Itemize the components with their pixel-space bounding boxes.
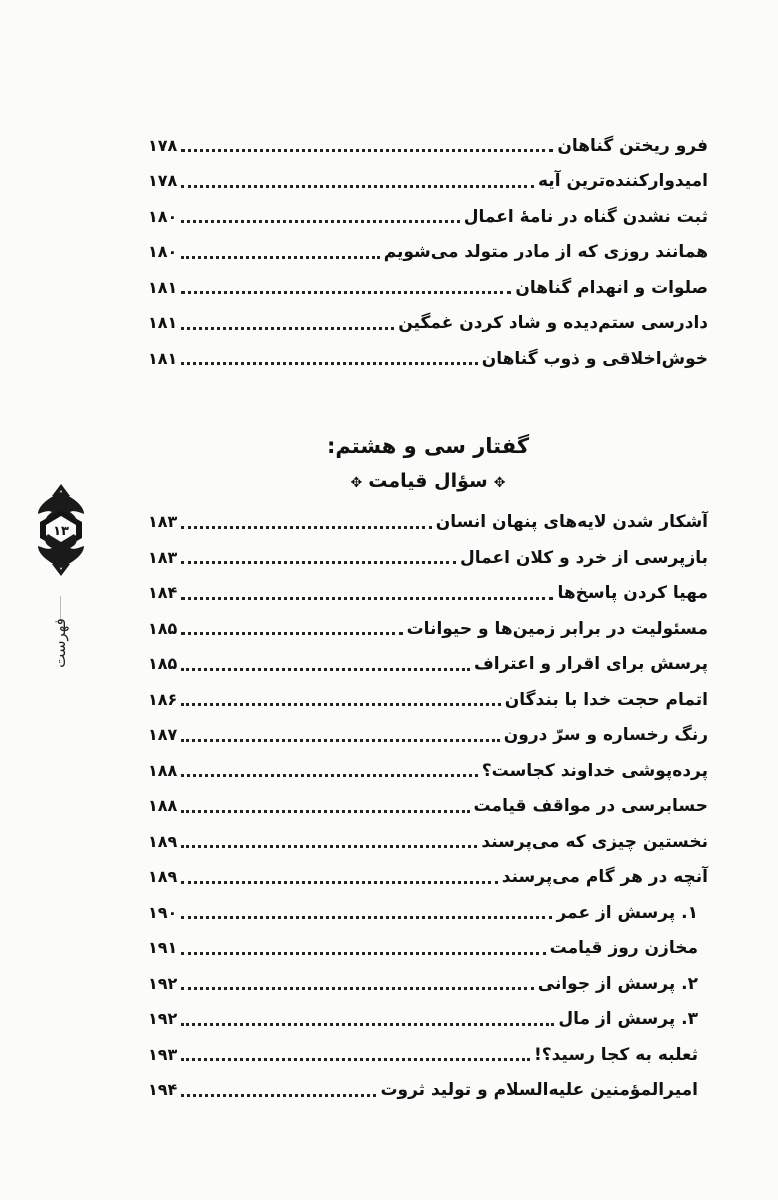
toc-entry-title: ثعلبه به کجا رسید؟!	[533, 1044, 698, 1065]
dot-leader	[181, 942, 545, 955]
toc-entry-page: ۱۹۲	[148, 1009, 178, 1029]
toc-entry-title: مسئولیت در برابر زمین‌ها و حیوانات	[406, 618, 708, 639]
toc-entry-title: مخازن روز قیامت	[549, 938, 698, 959]
toc-entry[interactable]	[148, 718, 708, 754]
dot-leader	[181, 210, 459, 223]
toc-entry-title: ۱. پرسش از عمر	[556, 902, 698, 923]
dot-leader	[181, 1013, 554, 1026]
dot-leader	[181, 729, 499, 742]
toc-entry-title: ثبت نشدن گناه در نامهٔ اعمال	[463, 206, 708, 227]
toc-entry[interactable]	[148, 199, 708, 235]
toc-entry-title: امیرالمؤمنین علیه‌السلام و تولید ثروت	[380, 1080, 698, 1101]
toc-entry[interactable]	[148, 682, 708, 718]
toc-entry[interactable]	[148, 611, 708, 647]
toc-entry[interactable]	[148, 860, 708, 896]
toc-entry-title: امیدوارکننده‌ترین آیه	[538, 171, 708, 192]
dot-leader	[181, 693, 500, 706]
dot-leader	[181, 871, 497, 884]
toc-entry-page: ۱۸۱	[148, 313, 178, 333]
toc-entry[interactable]	[148, 824, 708, 860]
toc-entry[interactable]	[148, 164, 708, 200]
toc-entry-page: ۱۸۸	[148, 760, 178, 780]
toc-entry-title: ۳. پرسش از مال	[558, 1009, 698, 1030]
toc-entry-title: اتمام حجت خدا با بندگان	[504, 689, 708, 710]
toc-entry-title: حسابرسی در مواقف قیامت	[473, 796, 708, 817]
toc-entry[interactable]	[148, 235, 708, 271]
toc-entry-title: فرو ریختن گناهان	[557, 135, 708, 156]
chapter-title: گفتار سی و هشتم:	[326, 433, 530, 458]
dot-leader	[181, 1048, 530, 1061]
ornament-left-icon: ✥	[350, 474, 363, 491]
dot-leader	[181, 551, 456, 564]
toc-entry-title: همانند روزی که از مادر متولد می‌شویم	[383, 242, 708, 263]
toc-entry-title: ۲. پرسش از جوانی	[537, 973, 698, 994]
toc-entry[interactable]	[148, 270, 708, 306]
toc-entry[interactable]	[148, 505, 708, 541]
dot-leader	[181, 800, 469, 813]
toc-entry-page: ۱۹۳	[148, 1044, 178, 1064]
toc-entry-title: دادرسی ستم‌دیده و شاد کردن غمگین	[398, 313, 708, 334]
toc-entry-page: ۱۹۴	[148, 1080, 178, 1100]
toc-chapter-section	[148, 505, 708, 1109]
toc-top-section	[148, 128, 708, 377]
toc-entry-page: ۱۹۱	[148, 938, 178, 958]
toc-entry-page: ۱۸۰	[148, 206, 178, 226]
toc-entry[interactable]	[148, 128, 708, 164]
toc-entry[interactable]	[148, 647, 708, 683]
toc-entry[interactable]	[148, 540, 708, 576]
dot-leader	[181, 281, 511, 294]
toc-entry-page: ۱۸۸	[148, 796, 178, 816]
toc-entry-page: ۱۸۹	[148, 867, 178, 887]
toc-entry-page: ۱۸۵	[148, 654, 178, 674]
dot-leader	[181, 139, 553, 152]
table-of-contents	[148, 128, 708, 1108]
toc-entry-page: ۱۷۸	[148, 171, 178, 191]
toc-entry[interactable]	[148, 931, 708, 967]
toc-entry[interactable]	[148, 753, 708, 789]
toc-entry-page: ۱۸۶	[148, 689, 178, 709]
toc-entry-title: پرده‌پوشی خداوند کجاست؟	[481, 760, 708, 781]
dot-leader	[181, 246, 379, 259]
ornament-emblem-icon	[34, 482, 88, 578]
toc-entry-page: ۱۹۰	[148, 902, 178, 922]
toc-entry-title: بازپرسی از خرد و کلان اعمال	[459, 547, 708, 568]
toc-entry-title: آشکار شدن لایه‌های پنهان انسان	[435, 512, 708, 533]
toc-entry[interactable]	[148, 1073, 708, 1109]
toc-entry-title: آنچه در هر گام می‌پرسند	[501, 867, 708, 888]
toc-entry-page: ۱۸۵	[148, 618, 178, 638]
toc-entry[interactable]	[148, 895, 708, 931]
toc-entry-page: ۱۸۷	[148, 725, 178, 745]
toc-entry-title: نخستین چیزی که می‌پرسند	[481, 831, 708, 852]
dot-leader	[181, 175, 534, 188]
dot-leader	[181, 906, 552, 919]
toc-entry-page: ۱۸۳	[148, 547, 178, 567]
toc-entry[interactable]	[148, 341, 708, 377]
dot-leader	[181, 764, 477, 777]
dot-leader	[181, 622, 402, 635]
toc-entry-title: پرسش برای اقرار و اعتراف	[474, 654, 708, 675]
toc-entry-title: مهیا کردن پاسخ‌ها	[557, 583, 708, 604]
dot-leader	[181, 1084, 376, 1097]
toc-entry-page: ۱۸۹	[148, 831, 178, 851]
ornament-right-icon: ✥	[493, 474, 506, 491]
toc-entry[interactable]	[148, 306, 708, 342]
toc-entry-page: ۱۸۴	[148, 583, 178, 603]
toc-entry-page: ۱۸۱	[148, 348, 178, 368]
toc-entry-page: ۱۹۲	[148, 973, 178, 993]
toc-entry-page: ۱۸۱	[148, 277, 178, 297]
toc-entry[interactable]	[148, 1037, 708, 1073]
side-section-label: فهرست	[51, 618, 69, 668]
toc-entry[interactable]	[148, 1002, 708, 1038]
dot-leader	[181, 352, 477, 365]
toc-entry-title: خوش‌اخلاقی و ذوب گناهان	[481, 348, 708, 369]
dot-leader	[181, 516, 431, 529]
toc-entry[interactable]	[148, 789, 708, 825]
dot-leader	[181, 317, 394, 330]
toc-entry-title: صلوات و انهدام گناهان	[515, 277, 708, 298]
dot-leader	[181, 658, 470, 671]
chapter-subtitle: سؤال قیامت	[368, 469, 488, 492]
dot-leader	[181, 835, 477, 848]
toc-entry-page: ۱۷۸	[148, 135, 178, 155]
chapter-subtitle-line	[148, 463, 708, 505]
dot-leader	[181, 977, 533, 990]
toc-entry[interactable]	[148, 966, 708, 1002]
toc-entry-page: ۱۸۰	[148, 242, 178, 262]
page-number: ۱۳	[53, 524, 69, 539]
section-spacer	[148, 377, 708, 429]
toc-entry-title: رنگ رخساره و سرّ درون	[503, 725, 708, 746]
dot-leader	[181, 587, 553, 600]
toc-entry[interactable]	[148, 576, 708, 612]
toc-entry-page: ۱۸۳	[148, 512, 178, 532]
